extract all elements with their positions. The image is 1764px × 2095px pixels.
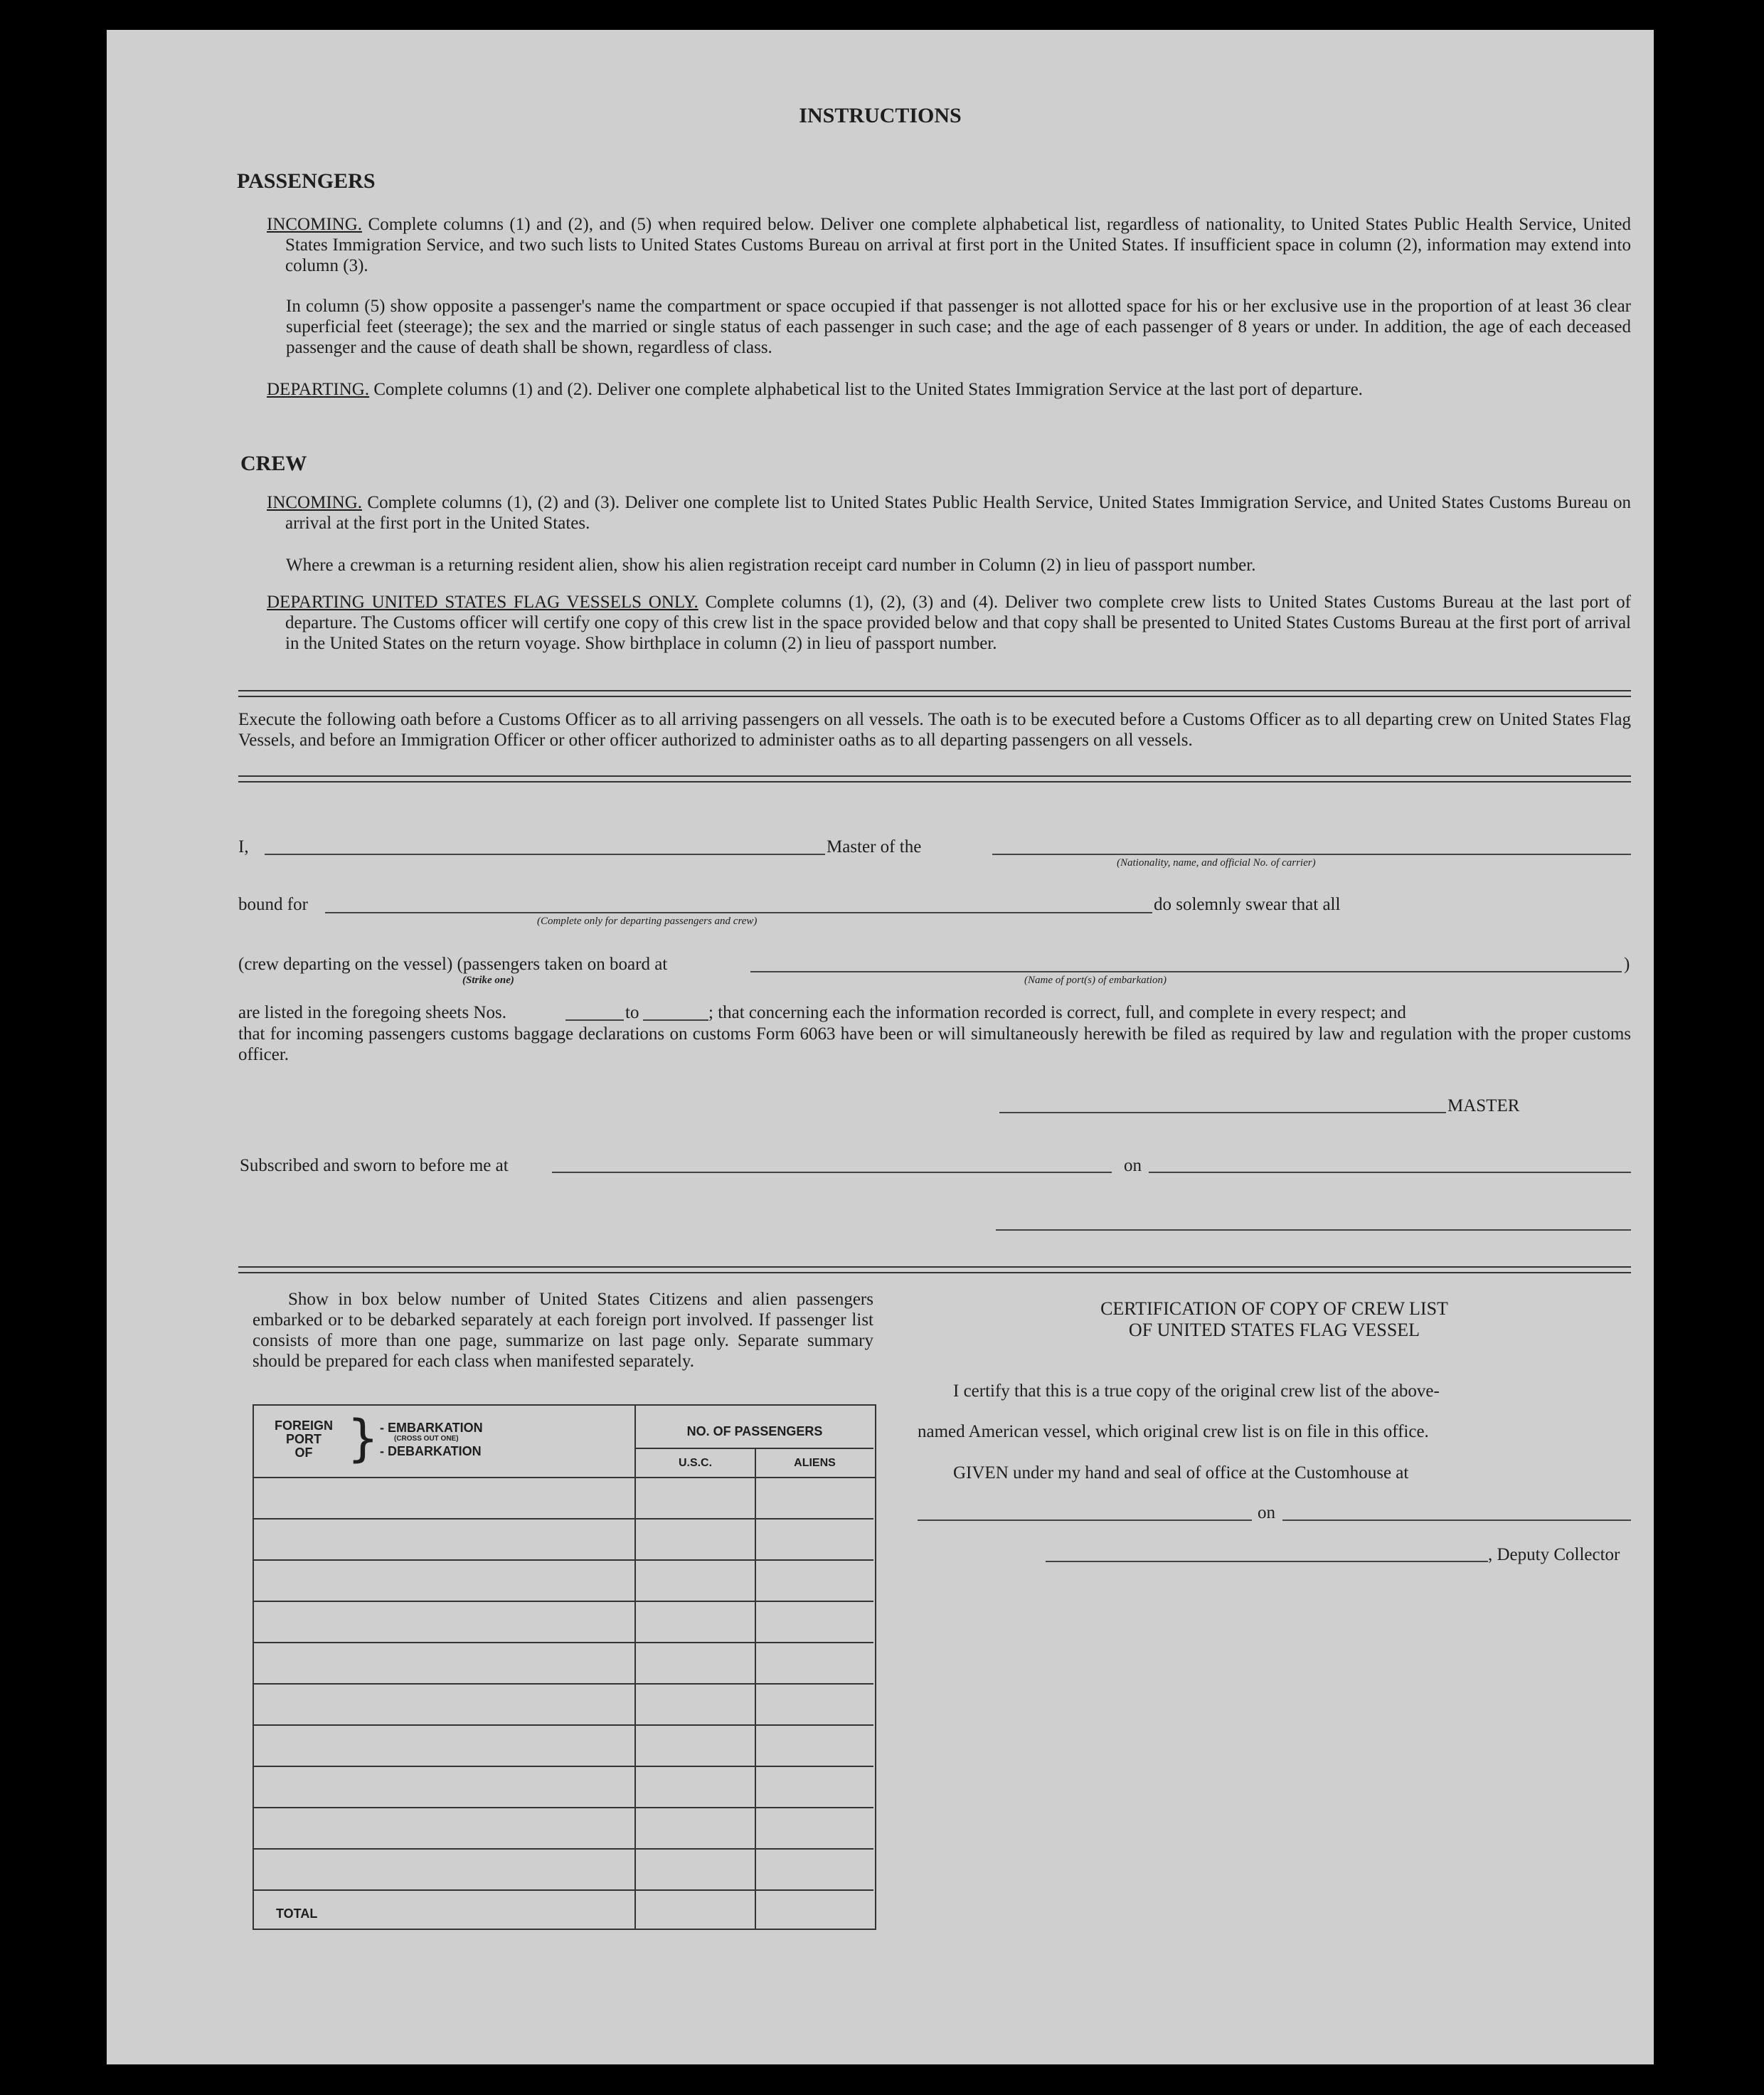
passengers-departing-label: DEPARTING. xyxy=(267,380,370,399)
cross-out-label: (CROSS OUT ONE) xyxy=(394,1435,459,1443)
customhouse-field[interactable] xyxy=(918,1519,1252,1521)
strike-one-caption: (Strike one) xyxy=(462,975,514,986)
certification-title xyxy=(918,1298,1631,1341)
port-caption: (Name of port(s) of embarkation) xyxy=(1024,975,1167,986)
crew-incoming-text: Complete columns (1), (2) and (3). Deliver one complete list to United States Public Health Service, United States Immigration Service, and United States Customs Bureau on arrival at the first port in the United States. xyxy=(285,493,1631,533)
embarkation-label: - EMBARKATION xyxy=(380,1421,483,1435)
certification-on-label: on xyxy=(1258,1503,1275,1522)
bound-for-field[interactable] xyxy=(325,912,1152,913)
sworn-date-field[interactable] xyxy=(1149,1172,1631,1173)
certification-text-3: GIVEN under my hand and seal of office at the Customhouse at xyxy=(953,1463,1409,1483)
listed-text-a: are listed in the foregoing sheets Nos. xyxy=(238,1003,506,1022)
subscribed-label: Subscribed and sworn to before me at xyxy=(240,1156,509,1175)
passengers-column5-paragraph: In column (5) show opposite a passenger's name the compartment or space occupied if that passenger is not allotted space for his or her exclusive use in the proportion of at least 36 clear superficial feet (steerage); the sex and the married or single status of each passenger in such case; and the age of each passenger of 8 years or under. In addition, the age of each deceased passenger and the cause of death shall be shown, regardless of class. xyxy=(286,297,1631,357)
aliens-header: ALIENS xyxy=(794,1457,836,1469)
table-col-divider xyxy=(634,1404,636,1929)
certification-title-line1: CERTIFICATION OF COPY OF CREW LIST xyxy=(1100,1298,1448,1319)
brace-glyph: } xyxy=(347,1409,379,1468)
usc-header: U.S.C. xyxy=(678,1457,713,1469)
table-subheader-divider xyxy=(636,1448,873,1449)
table-row xyxy=(253,1642,873,1643)
listed-to: to xyxy=(625,1003,639,1022)
port-label: PORT xyxy=(285,1432,322,1446)
foreign-port-of-label xyxy=(265,1419,343,1460)
sworn-on-label: on xyxy=(1124,1156,1142,1175)
certification-text-2: named American vessel, which original crew list is on file in this office. xyxy=(918,1422,1429,1441)
no-of-passengers-header: NO. OF PASSENGERS xyxy=(686,1424,823,1438)
table-row xyxy=(253,1848,873,1850)
table-row xyxy=(253,1683,873,1685)
carrier-field[interactable] xyxy=(992,854,1631,855)
master-of-the-label: Master of the xyxy=(827,837,922,856)
swear-label: do solemnly swear that all xyxy=(1154,895,1341,914)
table-row xyxy=(253,1766,873,1767)
crew-incoming-paragraph xyxy=(267,492,1631,534)
master-label: MASTER xyxy=(1447,1096,1520,1115)
debarkation-label: - DEBARKATION xyxy=(380,1444,482,1458)
table-row xyxy=(253,1889,873,1891)
sworn-place-field[interactable] xyxy=(552,1172,1112,1173)
passengers-departing-text: Complete columns (1) and (2). Deliver one complete alphabetical list to the United States Immigration Service at the last port of departure. xyxy=(373,380,1363,399)
listed-text-b: ; that concerning each the information recorded is correct, full, and complete in every respect; and xyxy=(708,1003,1406,1022)
crew-departing-paragraph xyxy=(267,592,1631,654)
table-row xyxy=(253,1518,873,1519)
passengers-incoming-text: Complete columns (1) and (2), and (5) when required below. Deliver one complete alphabetical list, regardless of nationality, to United States Public Health Service, United States Immigration Service, and two such lists to United States Customs Bureau on arrival at first port in the United States. If insufficient space in column (2), information may extend into column (3). xyxy=(285,215,1631,275)
deputy-signature-field[interactable] xyxy=(1046,1561,1488,1562)
total-label: TOTAL xyxy=(276,1906,318,1921)
section-divider xyxy=(238,1266,1631,1273)
crew-passengers-label: (crew departing on the vessel) (passengers taken on board at xyxy=(238,955,668,974)
passengers-incoming-label: INCOMING. xyxy=(267,215,363,234)
crew-heading: CREW xyxy=(240,452,307,475)
carrier-caption: (Nationality, name, and official No. of carrier) xyxy=(1117,857,1316,869)
form-sheet xyxy=(107,30,1654,2064)
bound-for-label: bound for xyxy=(238,895,308,914)
certification-text-1: I certify that this is a true copy of the original crew list of the above- xyxy=(953,1381,1440,1401)
passenger-summary-table xyxy=(253,1404,876,1930)
crew-departing-text: Complete columns (1), (2), (3) and (4). Deliver two complete crew lists to United States Customs Bureau at the last port of departure. The Customs officer will certify one copy of this crew list in the space provided below and that copy shall be presented to United States Customs Bureau at the first port of arrival in the United States on the return voyage. Show birthplace in column (2) in lieu of passport number. xyxy=(285,593,1631,653)
oath-instructions: Execute the following oath before a Customs Officer as to all arriving passengers on all vessels. The oath is to be executed before a Customs Officer as to all departing crew on United States Flag Vessels, and before an Immigration Officer or other officer authorized to administer oaths as to all departing passengers on all vessels. xyxy=(238,710,1631,750)
listed-text-c: that for incoming passengers customs baggage declarations on customs Form 6063 have been or will simultaneously herewith be filed as required by law and regulation with the proper customs officer. xyxy=(238,1024,1631,1064)
table-row xyxy=(253,1724,873,1726)
crew-resident-paragraph: Where a crewman is a returning resident alien, show his alien registration receipt card number in Column (2) in lieu of passport number. xyxy=(286,556,1256,575)
page-title: INSTRUCTIONS xyxy=(799,104,962,127)
passengers-heading: PASSENGERS xyxy=(237,169,376,193)
sheet-to-field[interactable] xyxy=(643,1019,708,1021)
table-header-divider xyxy=(253,1477,875,1478)
table-col-divider xyxy=(755,1448,756,1929)
passengers-incoming-paragraph xyxy=(267,214,1631,276)
port-of-embarkation-field[interactable] xyxy=(750,971,1622,972)
table-row xyxy=(253,1601,873,1602)
deputy-collector-label: , Deputy Collector xyxy=(1488,1545,1620,1564)
passengers-departing-paragraph xyxy=(267,379,1631,400)
master-name-field[interactable] xyxy=(265,854,825,855)
sheet-from-field[interactable] xyxy=(565,1019,624,1021)
foreign-label: FOREIGN xyxy=(274,1418,333,1433)
crew-departing-label: DEPARTING UNITED STATES FLAG VESSELS ONLY. xyxy=(267,593,698,612)
close-paren: ) xyxy=(1624,955,1630,974)
of-label: OF xyxy=(294,1446,313,1460)
section-divider xyxy=(238,690,1631,697)
table-row xyxy=(253,1807,873,1808)
section-divider xyxy=(238,775,1631,783)
certification-title-line2: OF UNITED STATES FLAG VESSEL xyxy=(1128,1320,1420,1340)
bound-for-caption: (Complete only for departing passengers and crew) xyxy=(537,916,758,927)
summary-instructions: Show in box below number of United States Citizens and alien passengers embarked or to be debarked separately at each foreign port involved. If passenger list consists of more than one page, summarize on last page only. Separate summary should be prepared for each class when manifested separately. xyxy=(253,1290,873,1371)
master-signature-field[interactable] xyxy=(999,1112,1446,1113)
officer-signature-field[interactable] xyxy=(996,1229,1631,1231)
oath-i-label: I, xyxy=(238,837,249,856)
certification-date-field[interactable] xyxy=(1282,1519,1631,1521)
crew-incoming-label: INCOMING. xyxy=(267,493,363,512)
table-row xyxy=(253,1559,873,1561)
